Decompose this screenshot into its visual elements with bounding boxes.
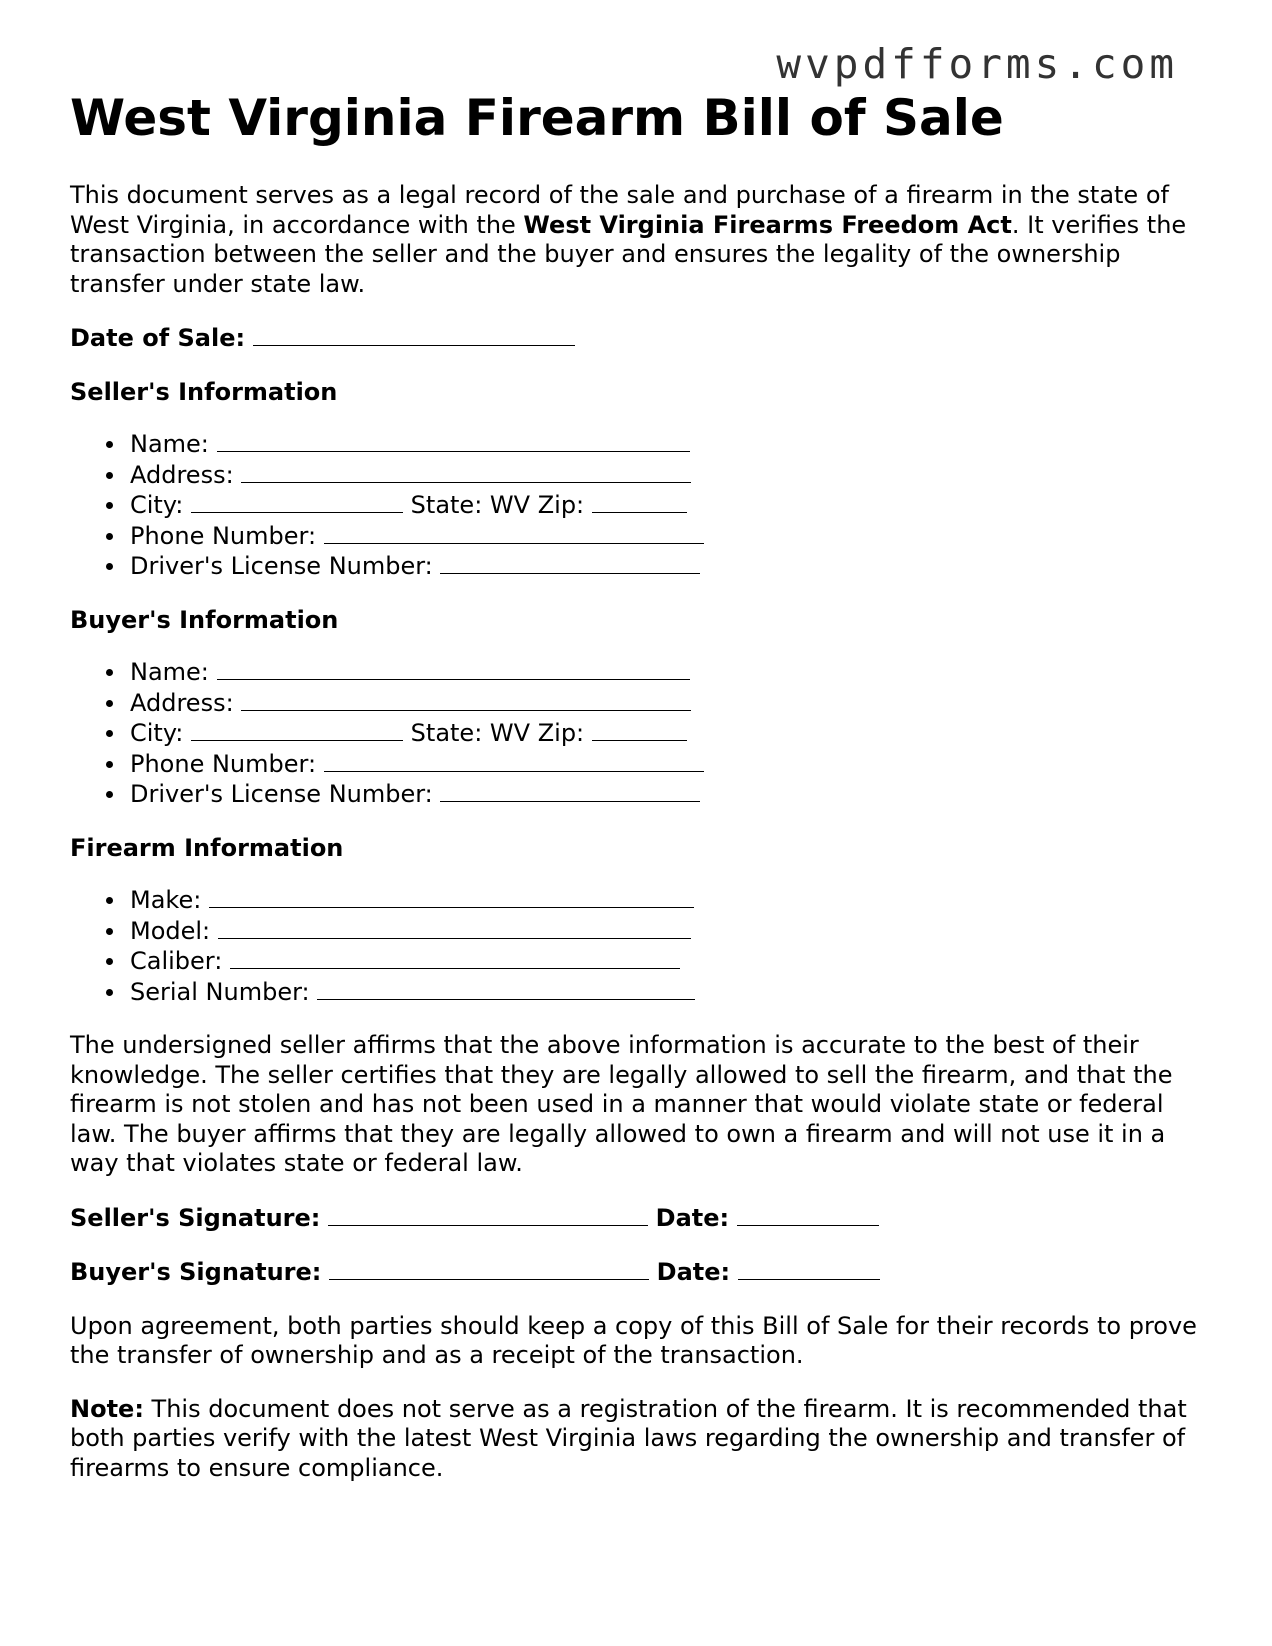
seller-city-field[interactable] xyxy=(191,490,403,513)
intro-paragraph xyxy=(70,181,1210,299)
firearm-model-label: Model: xyxy=(130,916,211,945)
firearm-make-field[interactable] xyxy=(209,885,694,908)
seller-fields xyxy=(70,429,1210,582)
seller-zip-label: Zip: xyxy=(537,491,585,519)
buyer-phone-field[interactable] xyxy=(324,749,704,772)
intro-text-after: . It verifies the transaction between the seller and the buyer and ensures the legality of the ownership transfer under state law. xyxy=(70,210,1187,298)
seller-address-label: Address: xyxy=(130,460,234,489)
seller-name-field[interactable] xyxy=(217,429,690,452)
affirmation-paragraph: The undersigned seller affirms that the above information is accurate to the best of their knowledge. The seller certifies that they are legally allowed to sell the firearm, and that the firearm is not stolen and has not been used in a manner that would violate state or federal law. The buyer affirms that they are legally allowed to own a firearm and will not use it in a way that violates state or federal law. xyxy=(70,1031,1173,1177)
seller-name-item xyxy=(130,429,1210,460)
buyer-state-label: State: WV xyxy=(410,719,531,747)
buyer-license-field[interactable] xyxy=(440,779,700,802)
seller-signature-field[interactable] xyxy=(328,1203,648,1226)
buyer-signature-label: Buyer's Signature: xyxy=(70,1258,322,1286)
firearm-serial-field[interactable] xyxy=(317,977,695,1000)
firearm-heading: Firearm Information xyxy=(70,833,344,862)
date-of-sale-field[interactable] xyxy=(253,323,575,346)
buyer-signature-field[interactable] xyxy=(329,1257,649,1280)
note-paragraph xyxy=(70,1395,1210,1484)
buyer-date-label: Date: xyxy=(656,1258,731,1286)
buyer-date-field[interactable] xyxy=(738,1257,880,1280)
buyer-name-item xyxy=(130,657,1210,688)
buyer-license-item xyxy=(130,779,1210,810)
seller-phone-item xyxy=(130,521,1210,552)
seller-license-item xyxy=(130,551,1210,582)
buyer-phone-label: Phone Number: xyxy=(130,749,317,778)
buyer-name-label: Name: xyxy=(130,658,209,686)
page-title: West Virginia Firearm Bill of Sale xyxy=(70,89,1004,147)
buyer-city-item xyxy=(130,718,1210,749)
firearm-serial-item xyxy=(130,977,1210,1008)
seller-city-item xyxy=(130,490,1210,521)
act-name: West Virginia Firearms Freedom Act xyxy=(523,210,1012,239)
seller-license-field[interactable] xyxy=(440,551,700,574)
firearm-serial-label: Serial Number: xyxy=(130,977,310,1006)
seller-name-label: Name: xyxy=(130,430,209,458)
buyer-address-label: Address: xyxy=(130,688,234,717)
date-of-sale-line xyxy=(70,323,1210,354)
buyer-address-item xyxy=(130,688,1210,719)
date-of-sale-label: Date of Sale: xyxy=(70,324,246,352)
buyer-zip-label: Zip: xyxy=(537,719,585,747)
firearm-caliber-field[interactable] xyxy=(230,946,680,969)
seller-city-label: City: xyxy=(130,491,184,519)
document-body xyxy=(70,88,1210,1483)
firearm-make-item xyxy=(130,885,1210,916)
firearm-fields xyxy=(70,885,1210,1007)
buyer-zip-field[interactable] xyxy=(592,718,687,741)
firearm-make-label: Make: xyxy=(130,886,202,914)
seller-address-field[interactable] xyxy=(241,460,691,483)
buyer-city-label: City: xyxy=(130,719,184,747)
seller-license-label: Driver's License Number: xyxy=(130,552,433,580)
buyer-address-field[interactable] xyxy=(241,688,691,711)
seller-date-field[interactable] xyxy=(737,1203,879,1226)
note-text: This document does not serve as a registration of the firearm. It is recommended that both parties verify with the latest West Virginia laws regarding the ownership and transfer of firearms to ensure compliance. xyxy=(70,1394,1187,1482)
note-label: Note: xyxy=(70,1394,144,1423)
seller-heading: Seller's Information xyxy=(70,377,338,406)
buyer-city-field[interactable] xyxy=(191,718,403,741)
seller-signature-label: Seller's Signature: xyxy=(70,1203,321,1232)
buyer-heading: Buyer's Information xyxy=(70,605,339,634)
firearm-model-item xyxy=(130,916,1210,947)
buyer-signature-line xyxy=(70,1257,1210,1288)
seller-signature-line xyxy=(70,1203,1210,1234)
buyer-license-label: Driver's License Number: xyxy=(130,780,433,808)
firearm-caliber-label: Caliber: xyxy=(130,947,223,975)
agreement-paragraph: Upon agreement, both parties should keep a copy of this Bill of Sale for their records to prove the transfer of ownership and as a receipt of the transaction. xyxy=(70,1311,1197,1369)
buyer-phone-item xyxy=(130,749,1210,780)
seller-address-item xyxy=(130,460,1210,491)
seller-state-label: State: WV xyxy=(410,491,531,519)
seller-date-label: Date: xyxy=(655,1203,730,1232)
buyer-fields xyxy=(70,657,1210,810)
intro-text-before: This document serves as a legal record of the sale and purchase of a firearm in the state of West Virginia, in accordance with the xyxy=(70,181,1169,239)
seller-phone-field[interactable] xyxy=(324,521,704,544)
seller-phone-label: Phone Number: xyxy=(130,521,317,550)
firearm-model-field[interactable] xyxy=(218,916,691,939)
buyer-name-field[interactable] xyxy=(217,657,690,680)
firearm-caliber-item xyxy=(130,946,1210,977)
watermark: wvpdfforms.com xyxy=(776,40,1178,88)
seller-zip-field[interactable] xyxy=(592,490,687,513)
